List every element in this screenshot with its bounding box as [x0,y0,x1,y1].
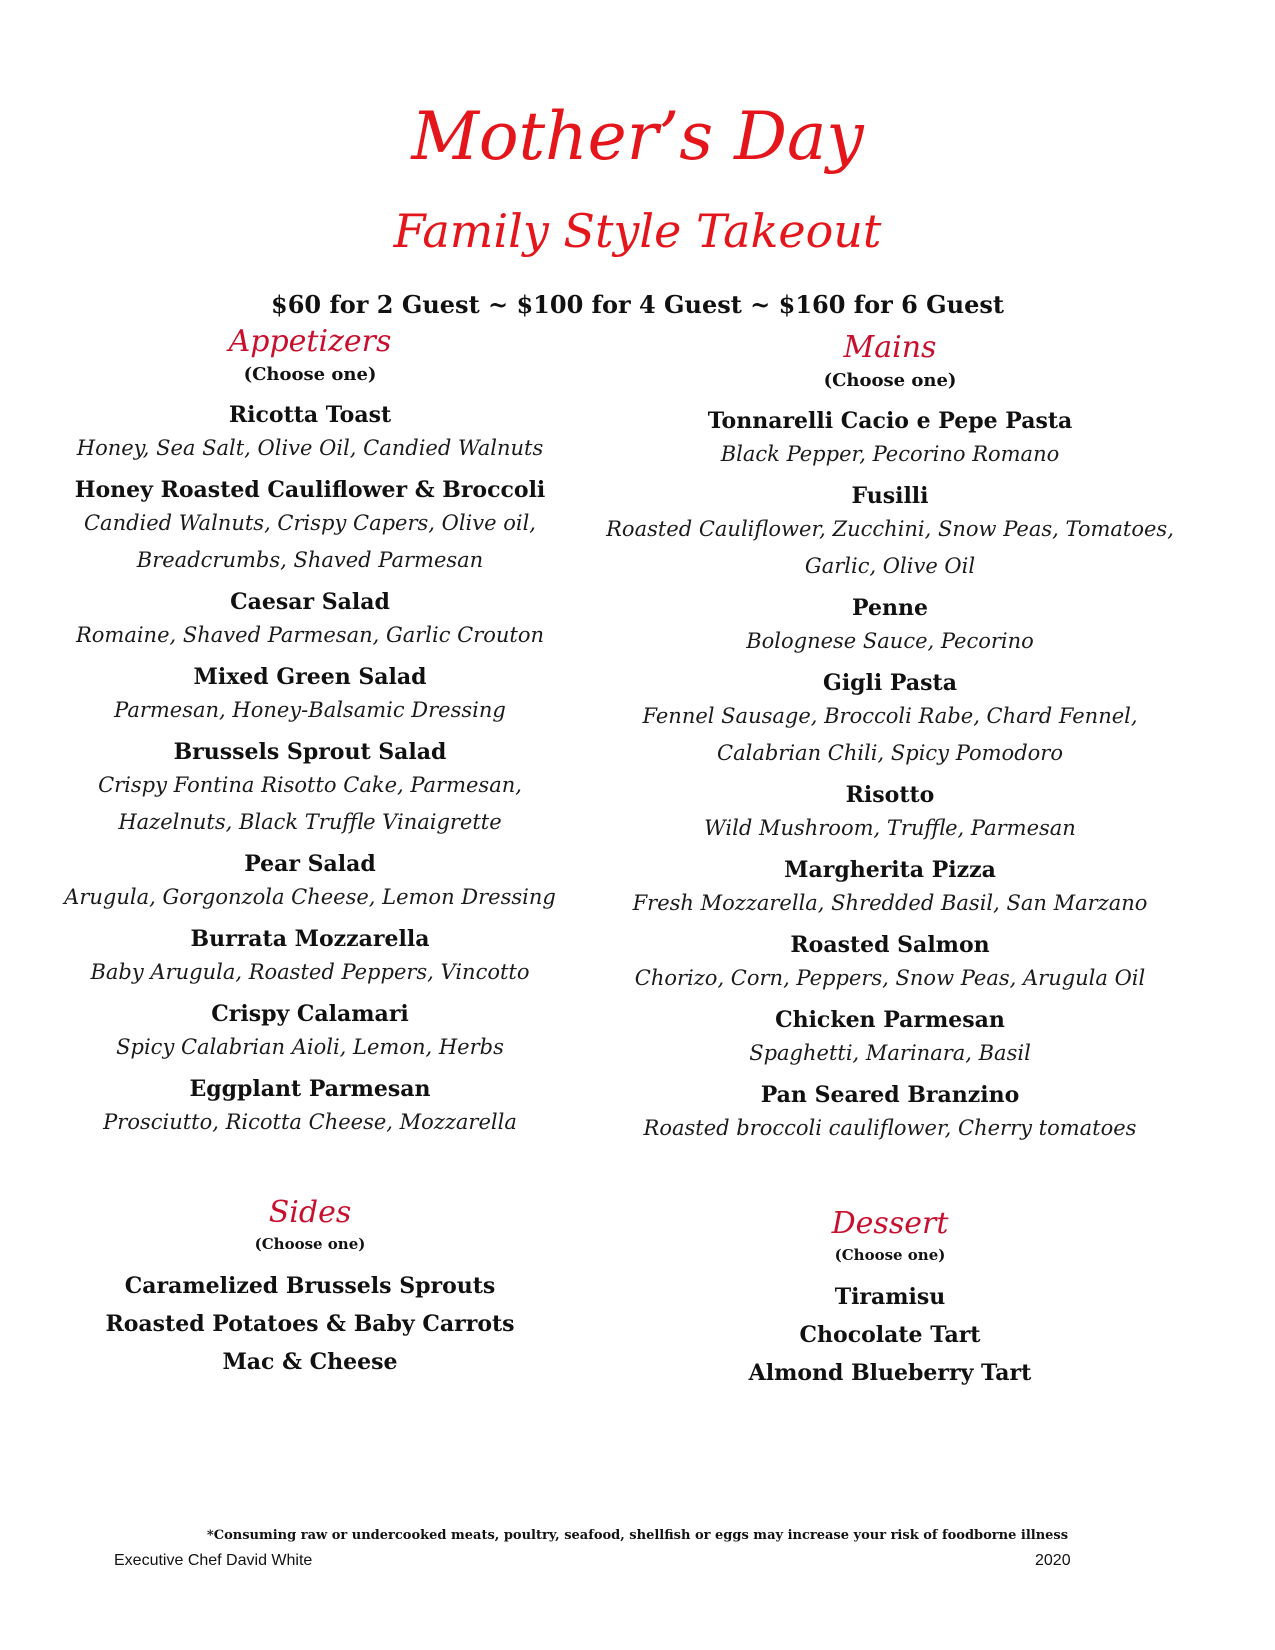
item-name: Caesar Salad [230,589,390,615]
item-desc: Crispy Fontina Risotto Cake, Parmesan, [98,773,522,797]
item-desc: Garlic, Olive Oil [804,554,976,578]
item-name: Pan Seared Branzino [760,1082,1020,1108]
item-name: Brussels Sprout Salad [173,739,447,765]
sides-section [60,1193,560,1381]
side-item: Caramelized Brussels Sprouts [124,1273,496,1299]
menu-item [600,481,1180,585]
item-desc: Roasted Cauliflower, Zucchini, Snow Peas, Tomatoes, [606,517,1174,541]
dessert-item: Chocolate Tart [799,1322,981,1348]
side-item: Mac & Cheese [222,1349,398,1375]
item-name: Margherita Pizza [784,857,996,883]
dessert-note: (Choose one) [834,1246,946,1264]
sides-heading: Sides [268,1195,352,1230]
item-desc: Fennel Sausage, Broccoli Rabe, Chard Fennel, [642,704,1138,728]
item-desc: Spaghetti, Marinara, Basil [749,1041,1031,1065]
item-name: Eggplant Parmesan [189,1076,431,1102]
dessert-item: Almond Blueberry Tart [748,1360,1032,1386]
dessert-heading: Dessert [831,1206,949,1241]
menu-item [60,662,560,729]
menu-item [60,587,560,654]
item-name: Mixed Green Salad [193,664,427,690]
menu-item [60,924,560,991]
item-desc: Parmesan, Honey-Balsamic Dressing [114,698,506,722]
side-item: Roasted Potatoes & Baby Carrots [105,1311,515,1337]
foodborne-disclaimer: *Consuming raw or undercooked meats, poultry, seafood, shellfish or eggs may increase your risk of foodborne illness [206,1528,1069,1543]
item-desc: Hazelnuts, Black Truffle Vinaigrette [118,810,502,834]
item-name: Ricotta Toast [228,402,392,428]
menu-item [60,475,560,579]
item-desc: Chorizo, Corn, Peppers, Snow Peas, Arugula Oil [634,966,1146,990]
item-name: Pear Salad [244,851,376,877]
mains-heading: Mains [843,330,937,365]
item-desc: Candied Walnuts, Crispy Capers, Olive oil, [83,511,536,535]
item-desc: Prosciutto, Ricotta Cheese, Mozzarella [103,1110,517,1134]
item-desc: Wild Mushroom, Truffle, Parmesan [704,816,1076,840]
page-subtitle: Family Style Takeout [393,204,882,258]
item-desc: Black Pepper, Pecorino Romano [720,442,1060,466]
dessert-section [600,1204,1180,1392]
item-name: Burrata Mozzarella [190,926,430,952]
item-name: Honey Roasted Cauliflower & Broccoli [74,477,546,503]
menu-item [60,400,560,467]
mains-note: (Choose one) [823,370,957,391]
item-name: Crispy Calamari [211,1001,409,1027]
menu-item [600,593,1180,660]
mains-section [600,328,1180,1155]
menu-item [600,406,1180,473]
item-desc: Calabrian Chili, Spicy Pomodoro [717,741,1063,765]
item-name: Roasted Salmon [790,932,990,958]
appetizers-section [60,322,560,1149]
appetizers-heading: Appetizers [228,324,392,359]
menu-item [60,737,560,841]
item-desc: Fresh Mozzarella, Shredded Basil, San Marzano [632,891,1148,915]
item-name: Tonnarelli Cacio e Pepe Pasta [707,408,1073,434]
item-desc: Bolognese Sauce, Pecorino [746,629,1034,653]
item-desc: Baby Arugula, Roasted Peppers, Vincotto [90,960,530,984]
menu-item [600,1080,1180,1147]
menu-item [600,855,1180,922]
chef-credit: Executive Chef David White [114,1552,313,1569]
item-name: Fusilli [851,483,929,509]
item-name: Penne [852,595,928,621]
menu-item [60,1074,560,1141]
item-desc: Breadcrumbs, Shaved Parmesan [136,548,484,572]
menu-item [600,780,1180,847]
menu-item [600,1005,1180,1072]
pricing-line: $60 for 2 Guest ~ $100 for 4 Guest ~ $160 for 6 Guest [271,290,1004,319]
item-desc: Honey, Sea Salt, Olive Oil, Candied Walnuts [76,436,544,460]
item-name: Chicken Parmesan [775,1007,1005,1033]
appetizers-note: (Choose one) [243,364,377,385]
menu-item [60,999,560,1066]
menu-item [600,930,1180,997]
sides-note: (Choose one) [254,1235,366,1253]
item-desc: Spicy Calabrian Aioli, Lemon, Herbs [116,1035,504,1059]
item-name: Risotto [845,782,935,808]
year-label: 2020 [1035,1552,1071,1569]
menu-item [60,849,560,916]
menu-item [600,668,1180,772]
item-name: Gigli Pasta [823,670,957,696]
page-title: Mother’s Day [411,98,864,175]
dessert-item: Tiramisu [834,1284,946,1310]
item-desc: Romaine, Shaved Parmesan, Garlic Crouton [75,623,545,647]
item-desc: Arugula, Gorgonzola Cheese, Lemon Dressing [64,885,556,909]
item-desc: Roasted broccoli cauliflower, Cherry tomatoes [643,1116,1137,1140]
